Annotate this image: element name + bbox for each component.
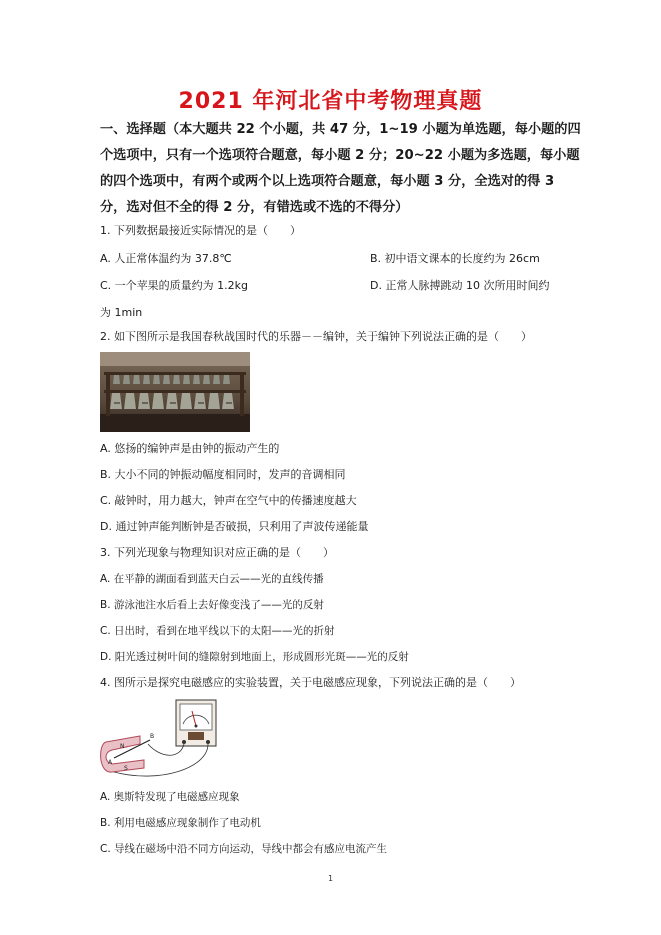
option-b: B. 利用电磁感应现象制作了电动机 xyxy=(100,817,261,829)
option-c: C. 导线在磁场中沿不同方向运动，导线中都会有感应电流产生 xyxy=(100,843,388,855)
label-s: S xyxy=(124,765,128,772)
option-c: C. 日出时，看到在地平线以下的太阳——光的折射 xyxy=(100,625,335,637)
electromagnetic-induction-diagram xyxy=(100,698,235,788)
question-stem: 2. 如下图所示是我国春秋战国时代的乐器－－编钟，关于编钟下列说法正确的是（ ） xyxy=(100,330,532,343)
option-b: B. 初中语文课本的长度约为 26cm xyxy=(370,252,540,265)
label-n: N xyxy=(120,743,125,750)
question-stem: 1. 下列数据最接近实际情况的是（ ） xyxy=(100,224,301,237)
option-a: A. 悠扬的编钟声是由钟的振动产生的 xyxy=(100,442,280,455)
option-a: A. 奥斯特发现了电磁感应现象 xyxy=(100,791,240,803)
section-line: 分，选对但不全的得 2 分，有错选或不选的不得分） xyxy=(100,200,409,215)
label-b: B xyxy=(150,733,155,740)
option-b: B. 大小不同的钟振动幅度相同时，发声的音调相同 xyxy=(100,468,346,481)
page-title: 2021 年河北省中考物理真题 xyxy=(178,89,483,114)
label-a: A xyxy=(108,759,113,766)
option-a: A. 人正常体温约为 37.8℃ xyxy=(100,252,232,265)
question-stem: 4. 图所示是探究电磁感应的实验装置，关于电磁感应现象，下列说法正确的是（ ） xyxy=(100,676,521,689)
option-b: B. 游泳池注水后看上去好像变浅了——光的反射 xyxy=(100,599,324,611)
option-d-continued: 为 1min xyxy=(100,306,143,319)
question-stem: 3. 下列光现象与物理知识对应正确的是（ ） xyxy=(100,546,334,559)
option-d: D. 阳光透过树叶间的缝隙射到地面上，形成圆形光斑——光的反射 xyxy=(100,651,409,663)
page-number: 1 xyxy=(327,874,334,883)
option-c: C. 敲钟时，用力越大，钟声在空气中的传播速度越大 xyxy=(100,494,357,507)
option-a: A. 在平静的湖面看到蓝天白云——光的直线传播 xyxy=(100,573,324,585)
option-c: C. 一个苹果的质量约为 1.2kg xyxy=(100,279,249,292)
option-d: D. 通过钟声能判断钟是否破损，只利用了声波传递能量 xyxy=(100,520,369,533)
section-line: 的四个选项中，有两个或两个以上选项符合题意，每小题 3 分，全选对的得 3 xyxy=(100,174,555,189)
option-d: D. 正常人脉搏跳动 10 次所用时间约 xyxy=(370,279,550,292)
section-line: 个选项中，只有一个选项符合题意，每小题 2 分；20~22 小题为多选题，每小题 xyxy=(100,148,580,163)
bianzhong-bells-photo xyxy=(100,352,250,432)
section-line: 一、选择题（本大题共 22 个小题，共 47 分，1~19 小题为单选题，每小题的四 xyxy=(100,122,581,137)
